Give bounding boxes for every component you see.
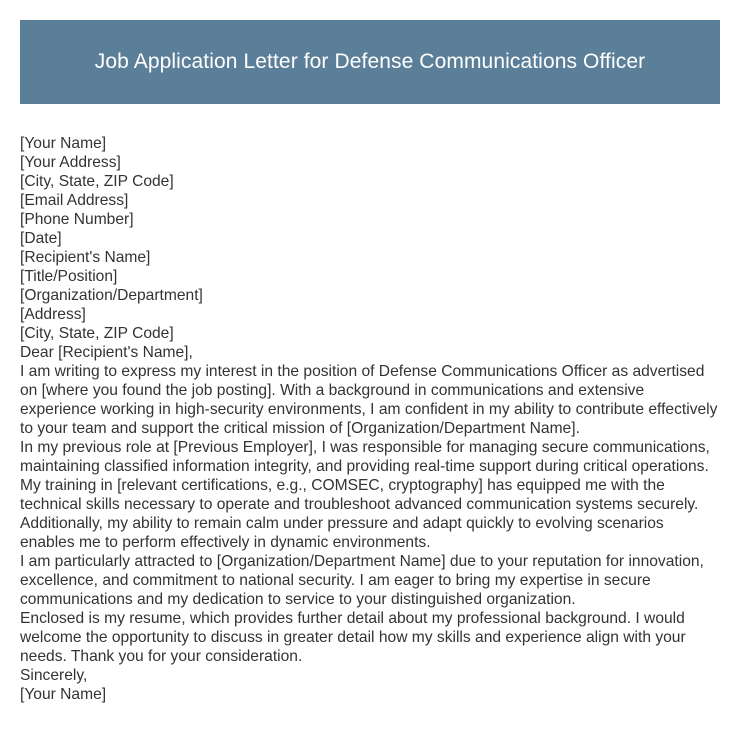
signature: [Your Name] [20, 686, 107, 703]
recipient-city-state-zip: [City, State, ZIP Code] [20, 325, 174, 342]
closing: Sincerely, [20, 667, 88, 684]
paragraph-intro: I am writing to express my interest in the position of Defense Communications Officer as advertised on [where you found the job posting]. With a background in communications and extensive experience working in high-security environments, I am confident in my ability to contribute effectively to your team and support the critical mission of [Organization/Department Name]. [20, 363, 718, 437]
title-banner [20, 20, 720, 104]
page-title: Job Application Letter for Defense Communications Officer [94, 50, 646, 73]
recipient-title: [Title/Position] [20, 268, 118, 285]
salutation: Dear [Recipient's Name], [20, 344, 193, 361]
letter-body [20, 134, 722, 704]
recipient-name: [Recipient's Name] [20, 249, 151, 266]
sender-name: [Your Name] [20, 135, 107, 152]
recipient-organization: [Organization/Department] [20, 287, 203, 304]
paragraph-motivation: I am particularly attracted to [Organization/Department Name] due to your reputation for innovation, excellence, and commitment to national security. I am eager to bring my expertise in secure communications and my dedication to service to your distinguished organization. [20, 553, 704, 608]
sender-email: [Email Address] [20, 192, 129, 209]
paragraph-experience: In my previous role at [Previous Employer], I was responsible for managing secure communications, maintaining classified information integrity, and providing real-time support during critical operations. My training in [relevant certifications, e.g., COMSEC, cryptography] has equipped me with the technical skills necessary to operate and troubleshoot advanced communication systems securely. Additionally, my ability to remain calm under pressure and adapt quickly to evolving scenarios enables me to perform effectively in dynamic environments. [20, 439, 710, 551]
recipient-address: [Address] [20, 306, 86, 323]
sender-phone: [Phone Number] [20, 211, 134, 228]
sender-city-state-zip: [City, State, ZIP Code] [20, 173, 174, 190]
paragraph-closing: Enclosed is my resume, which provides further detail about my professional background. I would welcome the opportunity to discuss in greater detail how my skills and experience align with your needs. Thank you for your consideration. [20, 610, 686, 665]
sender-address: [Your Address] [20, 154, 121, 171]
letter-date: [Date] [20, 230, 62, 247]
